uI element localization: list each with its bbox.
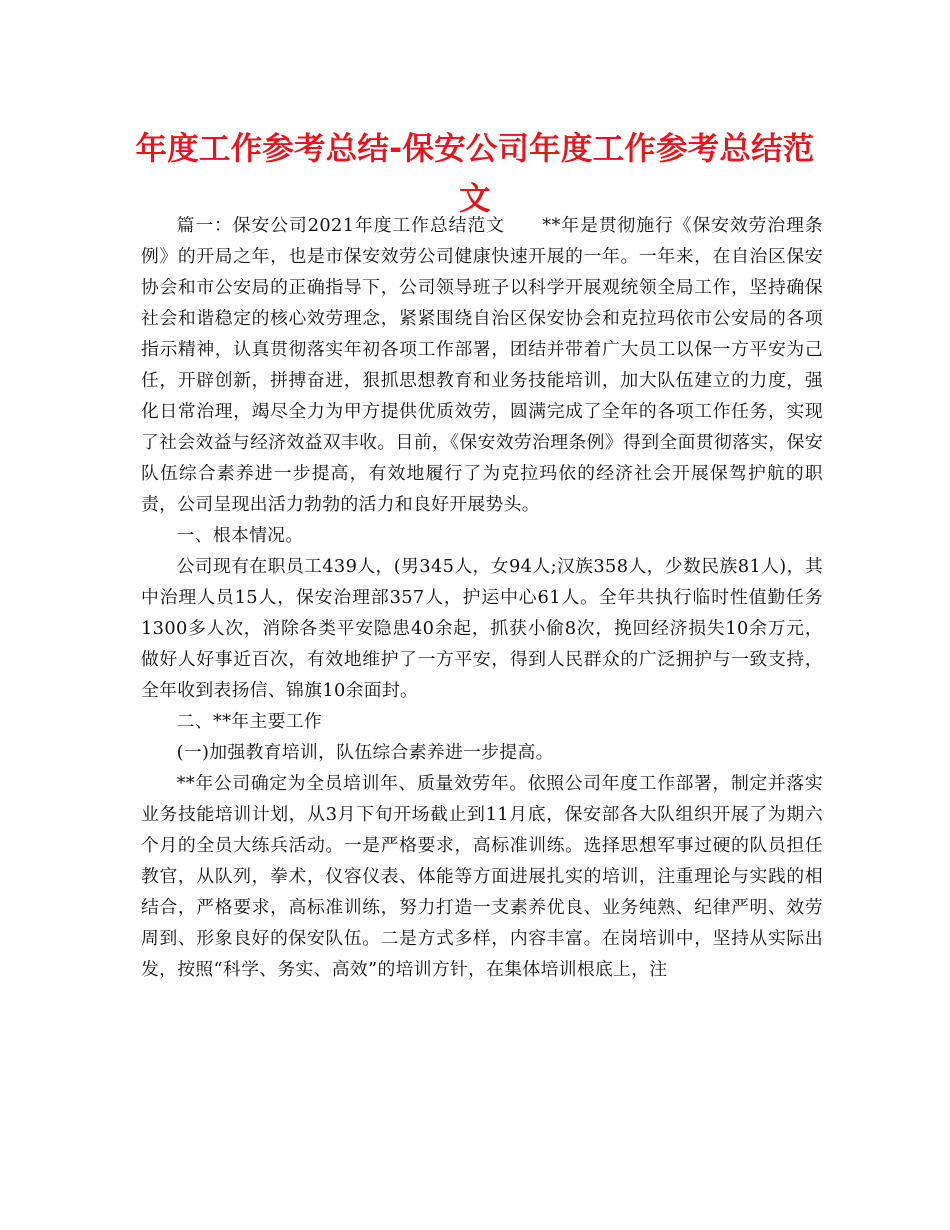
paragraph-training: **年公司确定为全员培训年、质量效劳年。依照公司年度工作部署，制定并落实业务技能培训计划，从3月下旬开场截止到11月底，保安部各大队组织开展了为期六个月的全员大练兵活动。一是严格要求，高标准训练。选择思想军事过硬的队员担任教官，从队列，拳术，仪容仪表、体能等方面进展扎实的培训，注重理论与实践的相结合，严格要求，高标准训练，努力打造一支素养优良、业务纯熟、纪律严明、效劳周到、形象良好的保安队伍。二是方式多样，内容丰富。在岗培训中，坚持从实际出发，按照“科学、务实、高效”的培训方针，在集体培训根底上，注 — [141, 773, 823, 980]
subsection-heading-training: (一)加强教育培训，队伍综合素养进一步提高。 — [176, 742, 554, 763]
section-heading-basic-situation: 一、根本情况。 — [176, 525, 304, 546]
document-body — [141, 210, 823, 985]
section-heading-main-work: 二、**年主要工作 — [176, 711, 322, 732]
paragraph-basic-situation: 公司现有在职员工439人，(男345人，女94人;汉族358人，少数民族81人)，其中治理人员15人，保安治理部357人，护运中心61人。全年共执行临时性值勤任务1300多人次，消除各类平安隐患40余起，抓获小偷8次，挽回经济损失10余万元，做好人好事近百次，有效地维护了一方平安，得到人民群众的广泛拥护与一致支持，全年收到表扬信、锦旗10余面封。 — [141, 556, 823, 701]
paragraph-intro: 篇一：保安公司2021年度工作总结范文 **年是贯彻施行《保安效劳治理条例》的开局之年，也是市保安效劳公司健康快速开展的一年。一年来，在自治区保安协会和市公安局的正确指导下，公司领导班子以科学开展观统领全局工作，坚持确保社会和谐稳定的核心效劳理念，紧紧围绕自治区保安协会和克拉玛依市公安局的各项指示精神，认真贯彻落实年初各项工作部署，团结并带着广大员工以保一方平安为己任，开辟创新，拼搏奋进，狠抓思想教育和业务技能培训，加大队伍建立的力度，强化日常治理，竭尽全力为甲方提供优质效劳，圆满完成了全年的各项工作任务，实现了社会效益与经济效益双丰收。目前，《保安效劳治理条例》得到全面贯彻落实，保安队伍综合素养进一步提高，有效地履行了为克拉玛依的经济社会开展保驾护航的职责，公司呈现出活力勃勃的活力和良好开展势头。 — [141, 215, 823, 515]
document-title: 年度工作参考总结-保安公司年度工作参考总结范文 — [135, 131, 815, 217]
